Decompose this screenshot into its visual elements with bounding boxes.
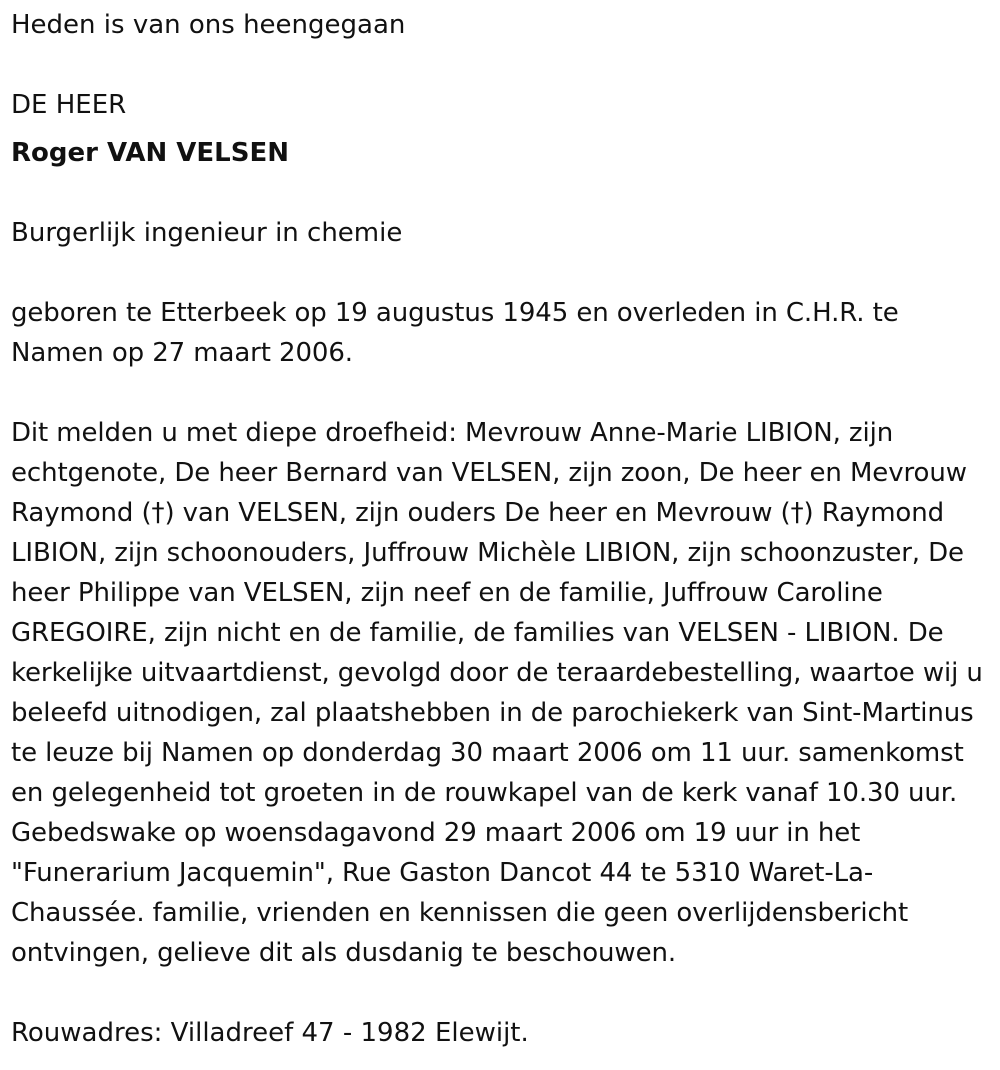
spacer [11,253,993,293]
obituary-notice [11,5,993,1053]
spacer [11,973,993,1013]
profession-text: Burgerlijk ingenieur in chemie [11,218,403,248]
spacer [11,373,993,413]
spacer [11,45,993,85]
mourning-address: Rouwadres: Villadreef 47 - 1982 Elewijt. [11,1018,529,1048]
birth-death-text: geboren te Etterbeek op 19 augustus 1945 en overleden in C.H.R. te Namen op 27 maart 2006. [11,298,899,368]
deceased-name: Roger VAN VELSEN [11,138,289,168]
intro-text: Heden is van ons heengegaan [11,10,406,40]
family-announcement-text: Dit melden u met diepe droefheid: Mevrouw Anne-Marie LIBION, zijn echtgenote, De heer Bernard van VELSEN, zijn zoon, De heer en Mevrouw Raymond (†) van VELSEN, zijn ouders De heer en Mevrouw (†) Raymond LIBION, zijn schoonouders, Juffrouw Michèle LIBION, zijn schoonzuster, De heer Philippe van VELSEN, zijn neef en de familie, Juffrouw Caroline GREGOIRE, zijn nicht en de familie, de families van VELSEN - LIBION. De kerkelijke uitvaartdienst, gevolgd door de teraardebestelling, waartoe wij u beleefd uitnodigen, zal plaatshebben in de parochiekerk van Sint-Martinus te leuze bij Namen op donderdag 30 maart 2006 om 11 uur. samenkomst en gelegenheid tot groeten in de rouwkapel van de kerk vanaf 10.30 uur. Gebedswake op woensdagavond 29 maart 2006 om 19 uur in het "Funerarium Jacquemin", Rue Gaston Dancot 44 te 5310 Waret-La-Chaussée. familie, vrienden en kennissen die geen overlijdensbericht ontvingen, gelieve dit als dusdanig te beschouwen. [11,418,983,968]
spacer [11,173,993,213]
honorific-title: DE HEER [11,90,127,120]
